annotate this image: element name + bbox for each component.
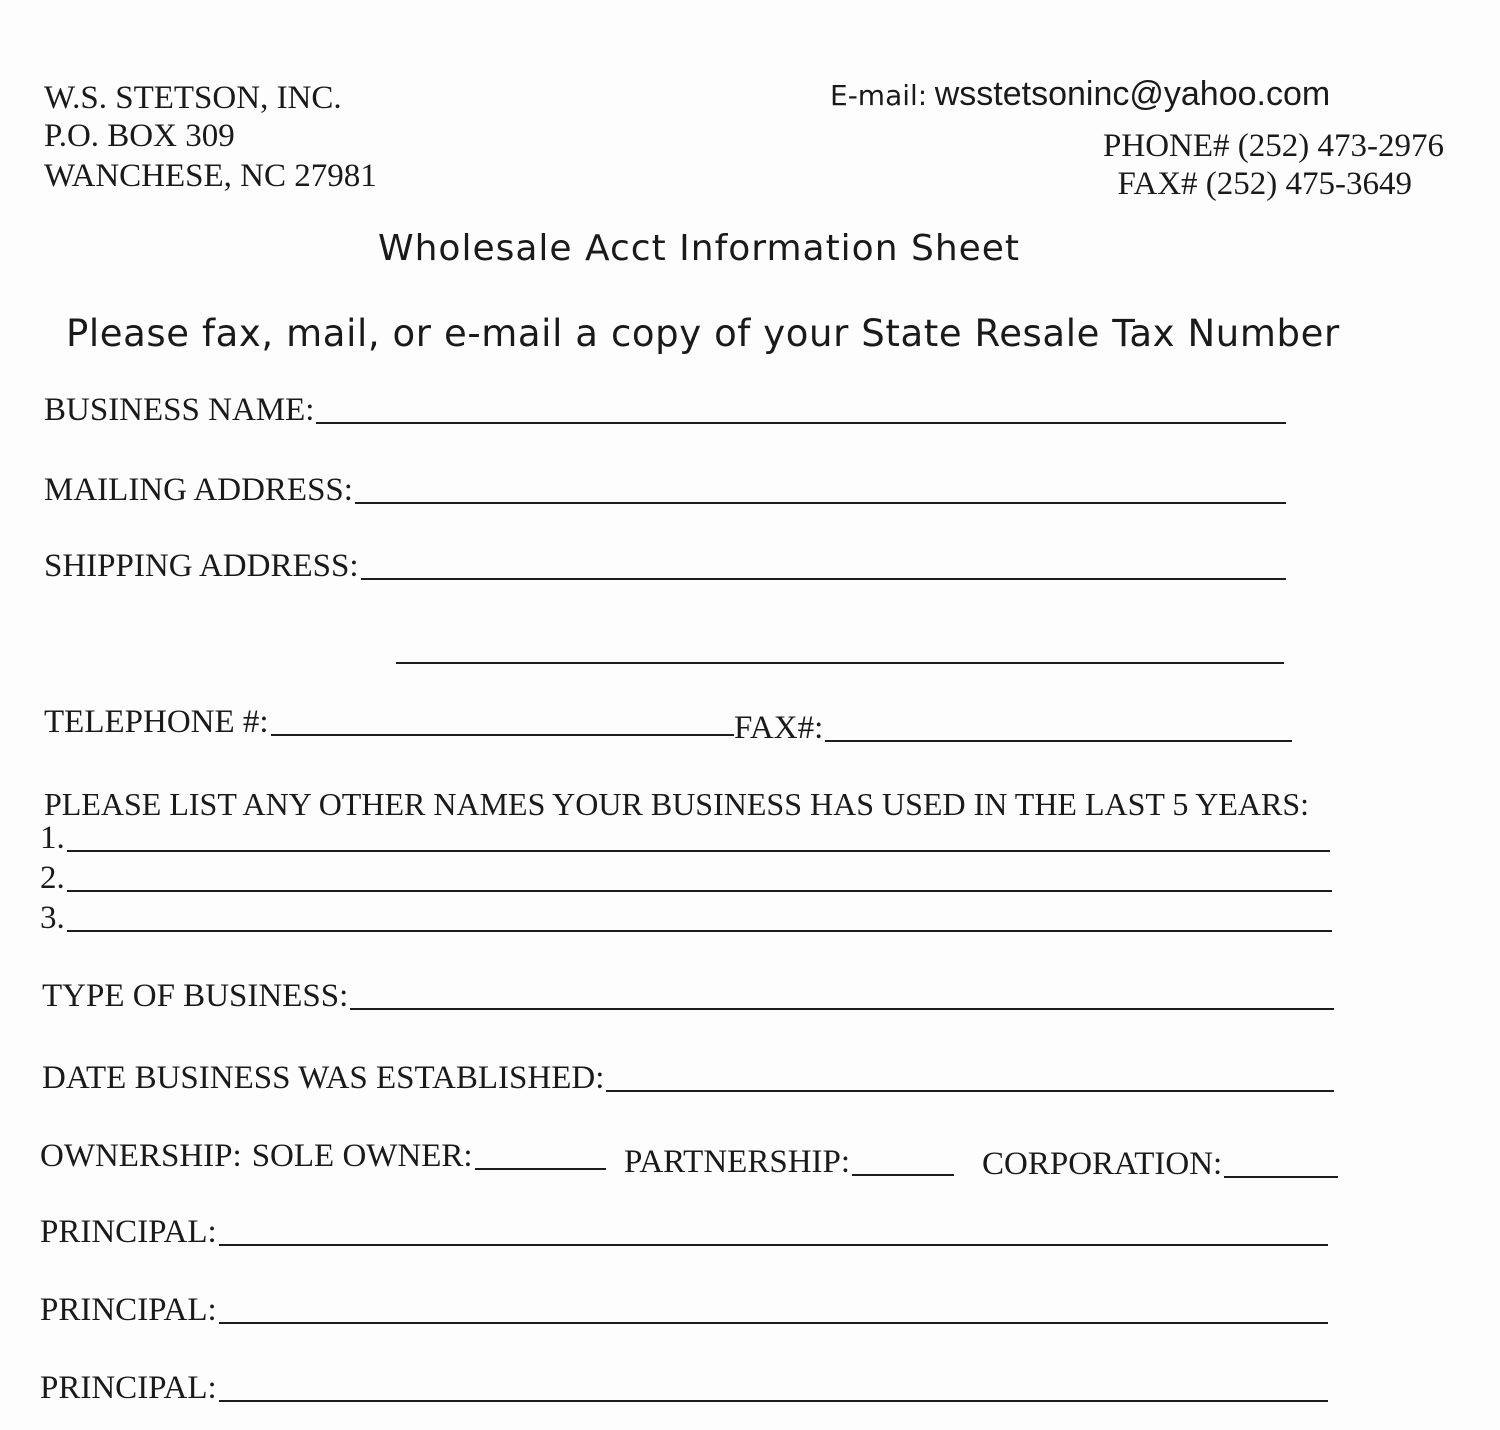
- mailing-address-label: MAILING ADDRESS:: [44, 472, 353, 508]
- date-established-row: [42, 1060, 1334, 1096]
- company-phone: PHONE# (252) 473-2976: [1103, 128, 1444, 164]
- business-name-field[interactable]: [316, 422, 1286, 424]
- corporation-field[interactable]: [1224, 1176, 1338, 1178]
- partnership-row: [624, 1144, 954, 1180]
- other-name-number-1: 1.: [40, 820, 65, 856]
- page-title: Wholesale Acct Information Sheet: [378, 228, 1021, 269]
- principal-row-2: [40, 1292, 1328, 1328]
- telephone-label: TELEPHONE #:: [44, 704, 269, 740]
- corporation-label: CORPORATION:: [982, 1146, 1223, 1182]
- type-of-business-field[interactable]: [350, 1008, 1334, 1010]
- other-names-prompt: PLEASE LIST ANY OTHER NAMES YOUR BUSINESS HAS USED IN THE LAST 5 YEARS:: [44, 786, 1309, 822]
- other-name-row-3: [40, 900, 1332, 936]
- shipping-address-field-line-2[interactable]: [396, 662, 1284, 664]
- email-label: E-mail:: [830, 79, 928, 112]
- instruction-text: Please fax, mail, or e-mail a copy of your State Resale Tax Number: [66, 312, 1340, 355]
- company-fax: FAX# (252) 475-3649: [1117, 166, 1412, 202]
- principal-label-1: PRINCIPAL:: [40, 1214, 217, 1250]
- company-po-box: P.O. BOX 309: [44, 118, 235, 154]
- shipping-address-field[interactable]: [361, 578, 1287, 580]
- other-name-number-3: 3.: [40, 900, 65, 936]
- telephone-row: [44, 704, 734, 740]
- other-name-field-2[interactable]: [67, 890, 1332, 892]
- ownership-row: [40, 1138, 606, 1174]
- partnership-label: PARTNERSHIP:: [624, 1144, 851, 1180]
- ownership-label: OWNERSHIP:: [40, 1138, 242, 1174]
- type-of-business-label: TYPE OF BUSINESS:: [42, 978, 349, 1014]
- business-name-row: [44, 392, 1286, 428]
- date-established-field[interactable]: [606, 1090, 1334, 1092]
- telephone-field[interactable]: [271, 734, 734, 736]
- fax-field[interactable]: [825, 740, 1292, 742]
- sole-owner-label: SOLE OWNER:: [251, 1138, 473, 1174]
- other-name-row-2: [40, 860, 1332, 896]
- other-name-row-1: [40, 820, 1330, 856]
- sole-owner-field[interactable]: [475, 1168, 606, 1170]
- shipping-address-row: [44, 548, 1286, 584]
- principal-field-1[interactable]: [219, 1244, 1328, 1246]
- mailing-address-row: [44, 472, 1286, 508]
- principal-field-2[interactable]: [219, 1322, 1328, 1324]
- business-name-label: BUSINESS NAME:: [44, 392, 315, 428]
- principal-field-3[interactable]: [219, 1400, 1328, 1402]
- other-name-field-3[interactable]: [67, 930, 1332, 932]
- corporation-row: [982, 1146, 1338, 1182]
- email-line: [830, 76, 1330, 114]
- company-city-state-zip: WANCHESE, NC 27981: [44, 158, 377, 194]
- date-established-label: DATE BUSINESS WAS ESTABLISHED:: [42, 1060, 605, 1096]
- principal-label-3: PRINCIPAL:: [40, 1370, 217, 1406]
- other-name-number-2: 2.: [40, 860, 65, 896]
- principal-label-2: PRINCIPAL:: [40, 1292, 217, 1328]
- shipping-address-label: SHIPPING ADDRESS:: [44, 548, 359, 584]
- fax-row: [734, 710, 1292, 746]
- email-address: wsstetsoninc@yahoo.com: [934, 75, 1331, 113]
- principal-row-1: [40, 1214, 1328, 1250]
- mailing-address-field[interactable]: [355, 502, 1286, 504]
- other-name-field-1[interactable]: [67, 850, 1330, 852]
- partnership-field[interactable]: [852, 1174, 954, 1176]
- company-name: W.S. STETSON, INC.: [44, 80, 342, 116]
- type-of-business-row: [42, 978, 1334, 1014]
- fax-label: FAX#:: [734, 710, 824, 746]
- principal-row-3: [40, 1370, 1328, 1406]
